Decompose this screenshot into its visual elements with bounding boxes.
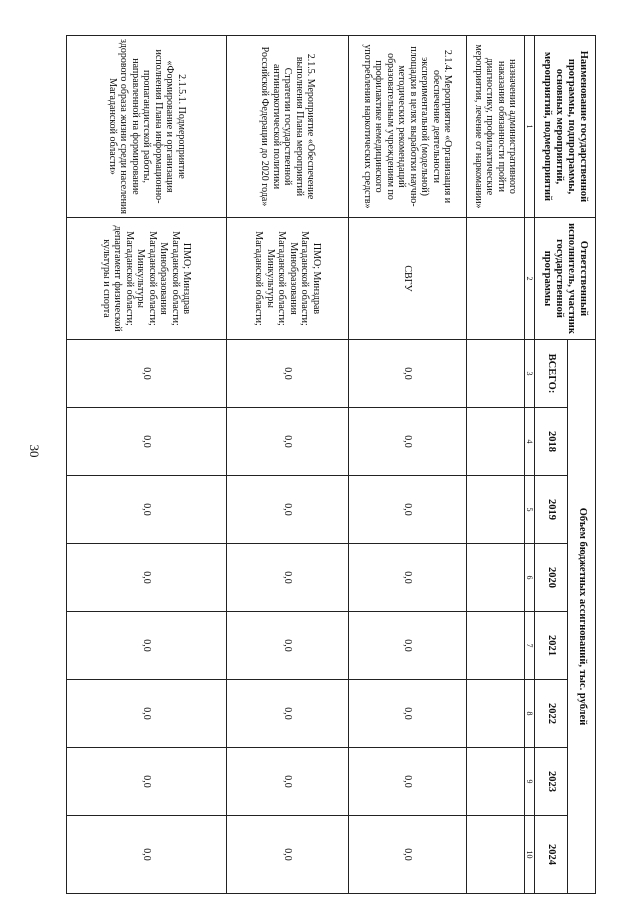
row-executor: ПМО; Минздрав Магаданской области; Минобразования Магаданской области; Минкультуры Магаданской области; (226, 218, 348, 340)
value-cell (466, 612, 524, 680)
row-name: 2.1.5. Мероприятие «Обеспечение выполнения Плана мероприятий Стратегии государственной антинаркотической политики Российской Федерации до 2020 года» (226, 36, 348, 218)
header-year: 2023 (535, 748, 568, 816)
header-executor: Ответственный исполнитель, участник государственной программы (535, 218, 596, 340)
header-budget-group: Объем бюджетных ассигнований, тыс. рублей (568, 340, 596, 894)
index-cell: 9 (524, 748, 534, 816)
value-cell: 0,0 (66, 476, 226, 544)
value-cell: 0,0 (348, 612, 466, 680)
value-cell: 0,0 (66, 340, 226, 408)
table-row (466, 36, 524, 894)
row-name: 2.1.4. Мероприятие «Организация и обеспечение деятельности экспериментальной (модельной) площадки в целях выработки научно-методических рекомендаций образовательным учреждениям по профилактике немедицинского употребления наркотических средств» (348, 36, 466, 218)
value-cell (466, 476, 524, 544)
value-cell: 0,0 (348, 816, 466, 894)
row-executor (466, 218, 524, 340)
value-cell: 0,0 (226, 340, 348, 408)
value-cell (466, 544, 524, 612)
header-year: 2020 (535, 544, 568, 612)
value-cell: 0,0 (66, 680, 226, 748)
value-cell: 0,0 (348, 408, 466, 476)
index-cell: 6 (524, 544, 534, 612)
value-cell: 0,0 (348, 748, 466, 816)
value-cell: 0,0 (226, 408, 348, 476)
index-cell: 5 (524, 476, 534, 544)
table-row (348, 36, 466, 894)
header-year: ВСЕГО: (535, 340, 568, 408)
value-cell: 0,0 (348, 340, 466, 408)
value-cell: 0,0 (66, 816, 226, 894)
value-cell: 0,0 (226, 816, 348, 894)
value-cell: 0,0 (66, 748, 226, 816)
index-row (524, 36, 534, 894)
value-cell: 0,0 (226, 476, 348, 544)
page-number (22, 0, 46, 905)
index-cell: 2 (524, 218, 534, 340)
index-cell: 1 (524, 36, 534, 218)
header-name: Наименование государственной программы, подпрограммы, основных мероприятий, мероприятий, подмероприятий (535, 36, 596, 218)
header-year: 2022 (535, 680, 568, 748)
header-year: 2019 (535, 476, 568, 544)
index-cell: 3 (524, 340, 534, 408)
value-cell: 0,0 (226, 680, 348, 748)
value-cell: 0,0 (226, 544, 348, 612)
value-cell: 0,0 (348, 476, 466, 544)
value-cell: 0,0 (226, 612, 348, 680)
header-year: 2024 (535, 816, 568, 894)
row-name: назначении административного наказания обязанности пройти диагностику, профилактические мероприятия, лечение от наркомании» (466, 36, 524, 218)
page-number-text: 30 (27, 444, 42, 458)
index-cell: 4 (524, 408, 534, 476)
header-year: 2021 (535, 612, 568, 680)
header-year: 2018 (535, 408, 568, 476)
value-cell: 0,0 (348, 680, 466, 748)
value-cell (466, 748, 524, 816)
value-cell: 0,0 (348, 544, 466, 612)
value-cell (466, 408, 524, 476)
table-row (226, 36, 348, 894)
value-cell (466, 680, 524, 748)
budget-table (66, 35, 596, 894)
value-cell: 0,0 (66, 612, 226, 680)
value-cell (466, 340, 524, 408)
index-cell: 7 (524, 612, 534, 680)
index-cell: 8 (524, 680, 534, 748)
index-cell: 10 (524, 816, 534, 894)
row-executor: СВГУ (348, 218, 466, 340)
budget-table-sheet (66, 35, 596, 893)
table-row (66, 36, 226, 894)
value-cell (466, 816, 524, 894)
value-cell: 0,0 (66, 408, 226, 476)
value-cell: 0,0 (226, 748, 348, 816)
value-cell: 0,0 (66, 544, 226, 612)
row-executor: ПМО; Минздрав Магаданской области; Минобразования Магаданской области; Минкультуры Магаданской области; департамент физической культуры и спорта (66, 218, 226, 340)
row-name: 2.1.5.1. Подмероприятие «Формирование и организация исполнения Плана информационно-пропагандистской работы, направленной на формирование здорового образа жизни среди населения Магаданской области» (66, 36, 226, 218)
